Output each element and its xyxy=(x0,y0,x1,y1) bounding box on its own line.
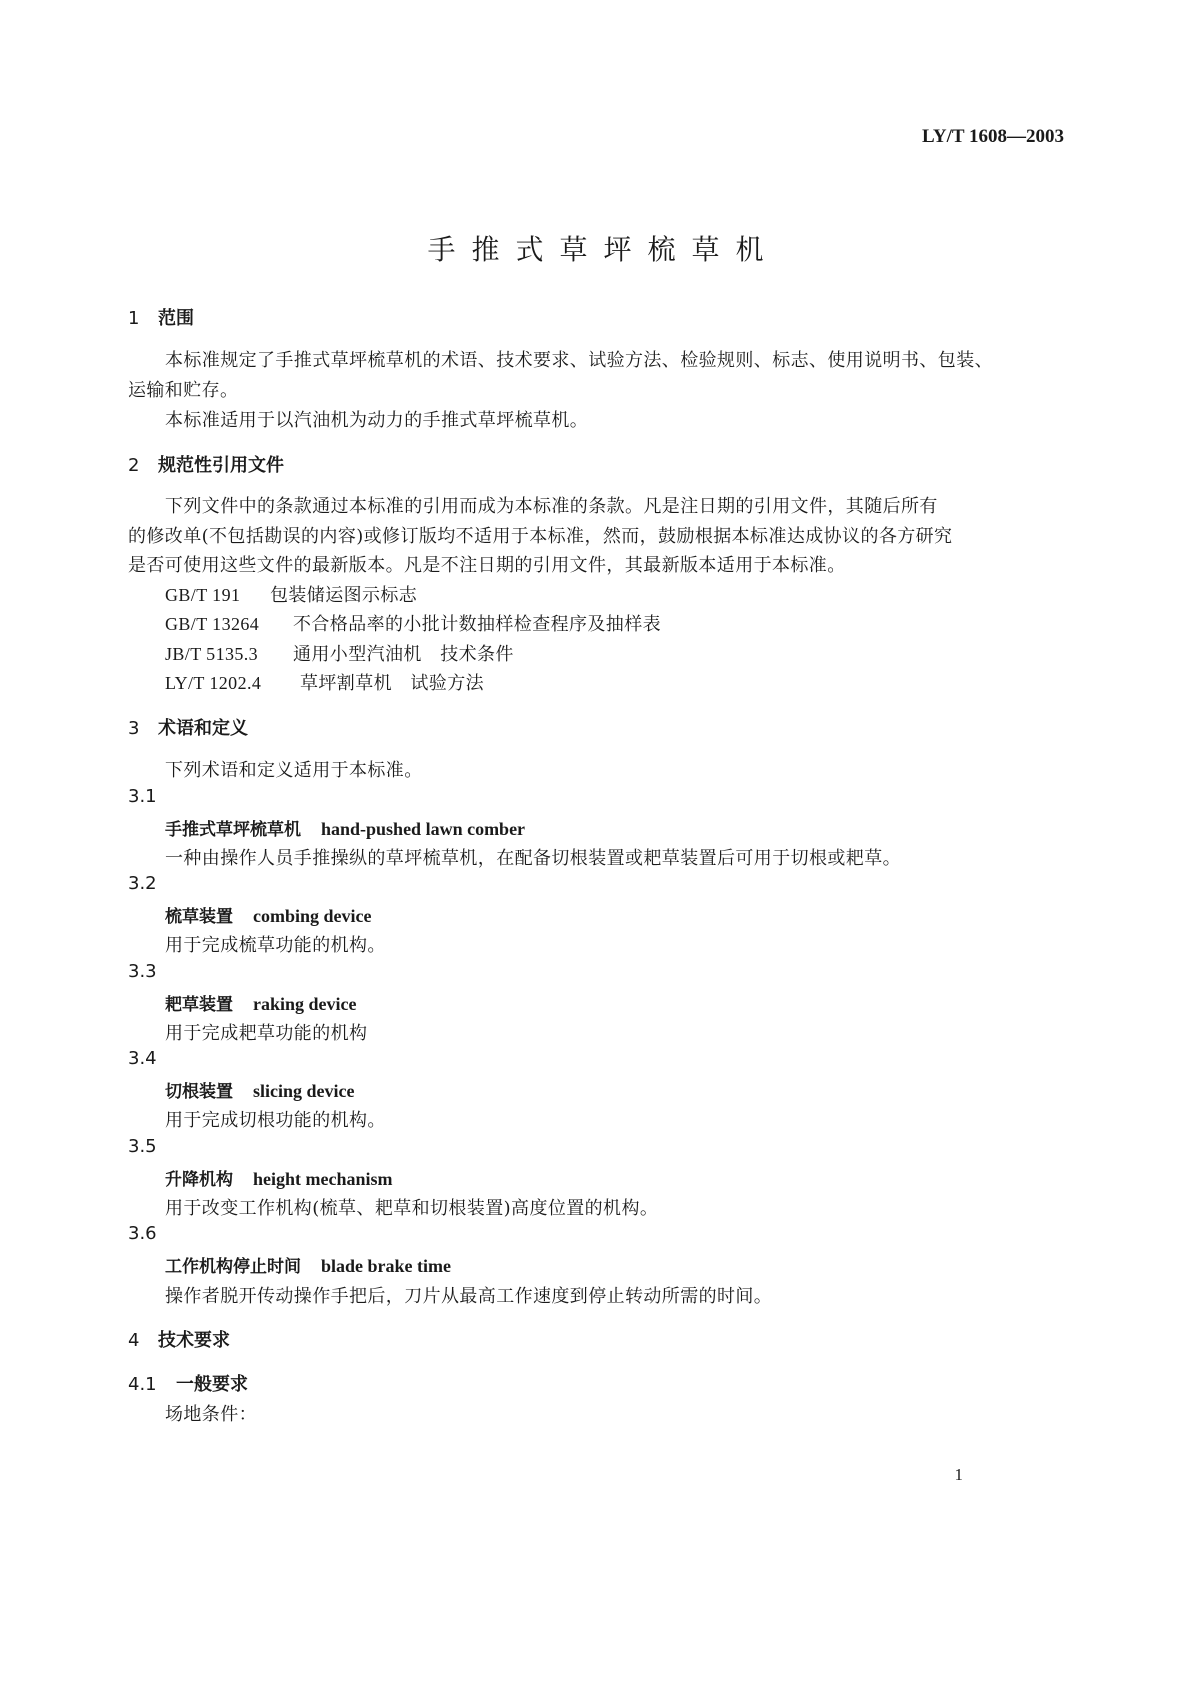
page-number: 1 xyxy=(954,1465,963,1484)
term-chinese: 升降机构 xyxy=(165,1170,233,1190)
reference-title: 包装储运图示标志 xyxy=(270,585,418,606)
term-english: height mechanism xyxy=(253,1169,393,1189)
section-2-paragraph-line-3: 是否可使用这些文件的最新版本。凡是不注日期的引用文件，其最新版本适用于本标准。 xyxy=(128,555,846,576)
term-definition: 用于改变工作机构(梳草、耙草和切根装置)高度位置的机构。 xyxy=(165,1198,659,1219)
section-number: 1 xyxy=(128,308,140,329)
reference-title: 草坪割草机 试验方法 xyxy=(300,673,484,694)
subsection-number: 4.1 xyxy=(128,1374,157,1395)
reference-item xyxy=(165,610,661,636)
term-definition: 用于完成梳草功能的机构。 xyxy=(165,935,386,956)
term-chinese: 耙草装置 xyxy=(165,995,233,1015)
section-title: 规范性引用文件 xyxy=(158,455,284,476)
term-number: 3.4 xyxy=(128,1048,157,1069)
term-heading xyxy=(165,815,525,840)
reference-item xyxy=(165,669,484,695)
section-number: 4 xyxy=(128,1330,140,1351)
term-chinese: 工作机构停止时间 xyxy=(165,1257,301,1277)
section-2-paragraph-line-1: 下列文件中的条款通过本标准的引用而成为本标准的条款。凡是注日期的引用文件，其随后所有 xyxy=(165,496,938,517)
term-heading xyxy=(165,990,357,1015)
reference-code: JB/T 5135.3 xyxy=(165,644,259,664)
reference-item xyxy=(165,581,417,607)
term-number: 3.1 xyxy=(128,786,157,807)
term-english: hand-pushed lawn comber xyxy=(321,819,526,839)
section-1-heading xyxy=(128,304,194,330)
subsection-4-1-heading xyxy=(128,1370,248,1396)
term-heading xyxy=(165,902,372,927)
section-3-heading xyxy=(128,714,248,740)
term-english: slicing device xyxy=(253,1081,355,1101)
term-number: 3.6 xyxy=(128,1223,157,1244)
term-chinese: 切根装置 xyxy=(165,1082,233,1102)
term-english: raking device xyxy=(253,994,357,1014)
section-4-heading xyxy=(128,1326,230,1352)
term-definition: 用于完成耙草功能的机构 xyxy=(165,1023,368,1044)
section-3-intro: 下列术语和定义适用于本标准。 xyxy=(165,760,423,781)
subsection-4-1-text: 场地条件： xyxy=(165,1404,257,1425)
section-1-paragraph-2: 本标准适用于以汽油机为动力的手推式草坪梳草机。 xyxy=(165,410,589,431)
term-definition: 用于完成切根功能的机构。 xyxy=(165,1110,386,1131)
standard-code: LY/T 1608—2003 xyxy=(921,126,1064,147)
reference-item xyxy=(165,640,514,666)
subsection-title: 一般要求 xyxy=(176,1374,248,1395)
reference-code: GB/T 13264 xyxy=(165,614,260,634)
reference-title: 通用小型汽油机 技术条件 xyxy=(293,644,514,665)
term-definition: 操作者脱开传动操作手把后，刀片从最高工作速度到停止转动所需的时间。 xyxy=(165,1286,773,1307)
term-definition: 一种由操作人员手推操纵的草坪梳草机，在配备切根装置或耙草装置后可用于切根或耙草。 xyxy=(165,848,901,869)
term-number: 3.2 xyxy=(128,873,157,894)
section-1-paragraph-1-line-1: 本标准规定了手推式草坪梳草机的术语、技术要求、试验方法、检验规则、标志、使用说明书、包装、 xyxy=(165,350,993,371)
section-1-paragraph-1-line-2: 运输和贮存。 xyxy=(128,380,239,401)
section-title: 术语和定义 xyxy=(158,718,248,739)
term-heading xyxy=(165,1165,393,1190)
term-heading xyxy=(165,1252,451,1277)
term-number: 3.5 xyxy=(128,1136,157,1157)
section-title: 技术要求 xyxy=(158,1330,230,1351)
section-title: 范围 xyxy=(158,308,194,329)
section-2-heading xyxy=(128,451,284,477)
term-chinese: 手推式草坪梳草机 xyxy=(165,820,301,840)
term-chinese: 梳草装置 xyxy=(165,907,233,927)
section-2-paragraph-line-2: 的修改单(不包括勘误的内容)或修订版均不适用于本标准，然而，鼓励根据本标准达成协议的各方研究 xyxy=(128,526,953,547)
reference-code: LY/T 1202.4 xyxy=(165,673,262,693)
reference-code: GB/T 191 xyxy=(165,585,241,605)
section-number: 3 xyxy=(128,718,140,739)
term-heading xyxy=(165,1077,355,1102)
term-english: combing device xyxy=(253,906,372,926)
section-number: 2 xyxy=(128,455,140,476)
term-number: 3.3 xyxy=(128,961,157,982)
document-title: 手推式草坪梳草机 xyxy=(427,233,780,266)
reference-title: 不合格品率的小批计数抽样检查程序及抽样表 xyxy=(293,614,661,635)
term-english: blade brake time xyxy=(321,1256,451,1276)
